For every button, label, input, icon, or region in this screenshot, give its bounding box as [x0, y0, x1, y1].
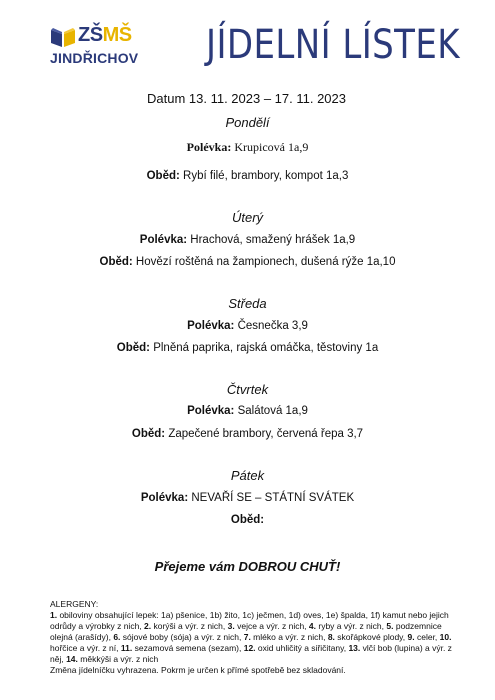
main-line-wednesday: Oběd: Plněná paprika, rajská omáčka, těstoviny 1a	[116, 342, 379, 354]
allergen-list: 1. obiloviny obsahující lepek: 1a) pšenice, 1b) žito, 1c) ječmen, 1d) oves, 1e) špalda, 1f) kamut nebo jejich odrůdy a výrobky z nich, 2. korýši a výr. z nich, 3. vejce a výr. z nich, 4. ryby a výr. z nich, 5. podzemnice olejná (arašídy), 6. sójové boby (sója) a výr. z nich, 7. mléko a výr. z nich, 8. skořápkové plody, 9. celer, 10. hořčice a výr. z ní, 11. sezamová semena (sezam), 12. oxid uhličitý a siřičitany, 13. vlčí bob (lupina) a výr. z něj, 14. měkkýši a výr. z nich	[50, 610, 452, 664]
soup-line-tuesday: Polévka: Hrachová, smažený hrášek 1a,9	[139, 234, 356, 246]
soup-line-wednesday: Polévka: Česnečka 3,9	[187, 320, 308, 332]
allergen-heading: ALERGENY:	[50, 599, 99, 609]
allergen-section	[50, 599, 455, 676]
main-line-friday: Oběd:	[230, 514, 265, 526]
logo-school-abbr: ZŠMŠ	[78, 24, 132, 46]
day-heading-wednesday: Středa	[228, 296, 267, 311]
page-title: JÍDELNÍ LÍSTEK	[206, 22, 460, 68]
book-icon	[50, 26, 76, 48]
day-heading-tuesday: Úterý	[231, 210, 264, 225]
main-line-monday: Oběd: Rybí filé, brambory, kompot 1a,3	[146, 170, 349, 182]
date-range: Datum 13. 11. 2023 – 17. 11. 2023	[147, 91, 346, 106]
soup-line-thursday: Polévka: Salátová 1a,9	[187, 405, 308, 417]
logo-town-name: JINDŘICHOV	[50, 50, 139, 66]
main-line-thursday: Oběd: Zapečené brambory, červená řepa 3,7	[131, 428, 364, 440]
school-logo	[50, 24, 150, 76]
soup-line-friday: Polévka: NEVAŘÍ SE – STÁTNÍ SVÁTEK	[140, 492, 355, 504]
closing-wish: Přejeme vám DOBROU CHUŤ!	[154, 559, 341, 574]
soup-line-monday: Polévka: Krupicová 1a,9	[186, 140, 309, 154]
day-heading-monday: Pondělí	[225, 115, 270, 130]
main-line-tuesday: Oběd: Hovězí roštěná na žampionech, dušená rýže 1a,10	[99, 256, 396, 268]
day-heading-friday: Pátek	[230, 468, 265, 483]
day-heading-thursday: Čtvrtek	[226, 382, 269, 397]
menu-change-note: Změna jídelníčku vyhrazena. Pokrm je určen k přímé spotřebě bez skladování.	[50, 665, 346, 675]
